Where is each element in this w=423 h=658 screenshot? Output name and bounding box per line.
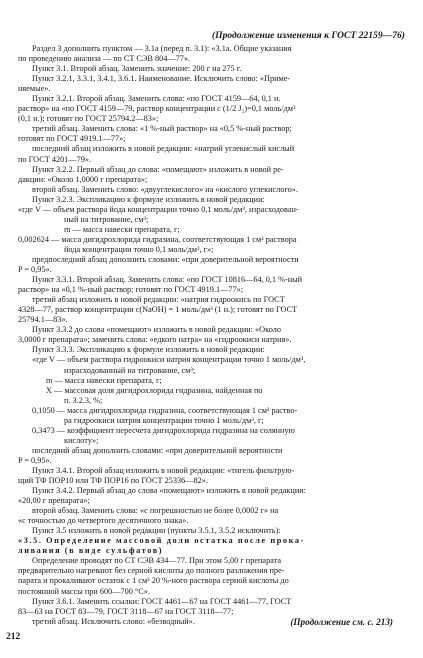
text-line: m — масса навески препарата, г; — [64, 224, 180, 234]
text-line: второй абзац. Заменить слова: «с погрешностью не более 0,0002 г» на — [32, 506, 279, 516]
text-line: «где V — объем раствора гидроокиси натрия концентрации точно 1 моль/дм³, — [32, 355, 306, 365]
text-line: предварительно нагревают без серной кислоты до полного разложения пре- — [18, 566, 285, 576]
text-line: 83—63 на ГОСТ 83—79, ГОСТ 3118—67 на ГОСТ 3118—77; — [18, 606, 234, 616]
text-line: Пункт 3.3.1. Второй абзац. Заменить слова: «по ГОСТ 10816—64, 0,1 %-ный — [32, 275, 303, 285]
text-line: второй абзац. Заменить слово: «двууглекислого» на «кислого углекислого». — [32, 184, 298, 194]
text-line: Пункт 3.1. Второй абзац. Заменить значение: 200 г на 275 г. — [32, 64, 242, 74]
text-line: 0,3473 — коэффициент пересчета дигидрохлорида гидразина на солянную — [32, 425, 295, 435]
text-line: Раздел 3 дополнить пунктом — 3.1а (перед п. 3.1): «3.1а. Общие указания — [32, 44, 292, 53]
text-line: йода концентрации точно 0,1 моль/дм³, г»; — [64, 244, 214, 254]
text-line: последний абзац изложить в новой редакции: «натрий углекислый кислый — [32, 144, 295, 154]
text-line: ра гидроокиси натрия концентрации точно 1 моль/дм³, г; — [64, 415, 264, 425]
text-line: (0,1 н.); готовят по ГОСТ 25794.2—83»; — [18, 114, 159, 124]
text-line: по ГОСТ 4201—79». — [18, 154, 92, 164]
continuation-note: (Продолжение см. с. 213) — [290, 617, 393, 627]
text-line: Пункт 3.2.2. Первый абзац до слова: «помещают» изложить в новой ре- — [32, 164, 284, 174]
text-line: Пункт 3.6.1. Заменить ссылки: ГОСТ 4461—67 на ГОСТ 4461—77, ГОСТ — [32, 596, 292, 606]
text-line: ный на титрование, см³; — [64, 214, 149, 224]
text-line: Пункт 3.2.1, 3.3.1, 3.4.1, 3.6.1. Наименование. Исключить слово: «Приме- — [32, 74, 291, 84]
text-line: щий ТФ ПОР10 или ТФ ПОР16 по ГОСТ 25336—82». — [18, 476, 208, 486]
text-line: по проведению анализа — по СТ СЭВ 804—77». — [18, 54, 191, 64]
text-line: 25794.1—83». — [18, 315, 68, 325]
text-line: 4328—77, раствор концентрации с(NaOH) = 1 моль/дм³ (1 н.); готовят по ГОСТ — [18, 305, 298, 315]
text-line: третий абзац. Исключить слово: «безводный». — [32, 616, 195, 626]
text-line: X — массовая доля дигидрохлорида гидразина, найденная по — [46, 385, 263, 395]
page-header: (Продолжение изменения к ГОСТ 22159—76) — [211, 30, 405, 41]
text-line: последний абзац дополнить словами: «при доверительной вероятности — [32, 445, 283, 455]
text-line: Пункт 3.3.3. Экспликацию к формуле изложить в новой редакции: — [32, 345, 265, 355]
text-line: «20,00 г препарата»; — [18, 496, 90, 506]
text-line: ливания (в виде сульфатов) — [18, 546, 164, 556]
text-line: раствор» на «по ГОСТ 4159—79, раствор концентрации с (1/2 J₂)=0,1 моль/дм³ — [18, 104, 296, 114]
text-line: Пункт 3.3.2 до слова «помещают» изложить в новой редакции: «Около — [32, 325, 281, 335]
text-line: дакции: «Около 1,0000 г препарата»; — [18, 174, 148, 184]
text-line: третий абзац изложить в новой редакции: «натрия гидроокись по ГОСТ — [32, 295, 285, 305]
text-line: 3,0000 г препарата»; заменить слова: «едкого натра» на «гидроокиси натрия». — [18, 335, 292, 345]
text-line: предпоследний абзац дополнить словами: «при доверительной вероятности — [32, 254, 299, 264]
text-line: «где V — объем раствора йода концентрации точно 0,1 моль/дм³, израсходован- — [18, 204, 299, 214]
text-line: кислоту»; — [64, 435, 99, 445]
text-line: P = 0,95». — [18, 455, 52, 465]
text-line: 0,002624 — масса дигидрохлорида гидразина, соответствующая 1 см³ раствора — [18, 234, 297, 244]
text-line: Пункт 3.2.1. Второй абзац. Заменить слова: «по ГОСТ 4159—64, 0,1 н. — [32, 94, 281, 104]
text-line: Пункт 3.4.1. Второй абзац изложить в новой редакции: «тигель фильтрую- — [32, 465, 295, 475]
text-line: Пункт 3.4.2. Первый абзац до слова «помещают» изложить в новой редакции: — [32, 486, 306, 496]
text-line: 0,1050 — масса дигидрохлорида гидразина, соответствующая 1 см³ раство- — [32, 405, 298, 415]
text-line: Пункт 3.5 изложить в новой редакции (пункты 3.5.1, 3.5.2 исключить): — [32, 526, 281, 536]
text-line: m — масса навески препарата, г; — [46, 375, 162, 385]
text-line: «с точностью до четвертого десятичного знака». — [18, 516, 189, 526]
page-number: 212 — [6, 632, 21, 642]
text-line: «3.5. Определение массовой доли остатка после прока- — [18, 536, 305, 546]
text-line: готовят по ГОСТ 4919.1—77»; — [18, 134, 126, 144]
text-line: третий абзац. Заменить слова: «1 %-ный раствор» на «0,5 %-ный раствор; — [32, 124, 292, 134]
text-line: няемые». — [18, 84, 51, 94]
text-line: п. 3.2.3, %; — [64, 395, 103, 405]
text-line: раствор» на «0,1 %-ный раствор; готовят по ГОСТ 4919.1—77»; — [18, 285, 244, 295]
text-line: израсходованный на титрование, см³; — [64, 365, 196, 375]
text-line: Определение проводят по СТ СЭВ 434—77. При этом 5,00 г препарата — [32, 556, 282, 566]
text-line: парата и прокаливают остаток с 1 см³ 20 %-ного раствора серной кислоты до — [18, 576, 289, 586]
text-line: P = 0,95». — [18, 265, 52, 275]
text-line: Пункт 3.2.3. Экспликацию к формуле изложить в новой редакции: — [32, 194, 265, 204]
text-line: постоянной массы при 600—700 °С». — [18, 586, 150, 596]
document-body — [18, 44, 405, 627]
